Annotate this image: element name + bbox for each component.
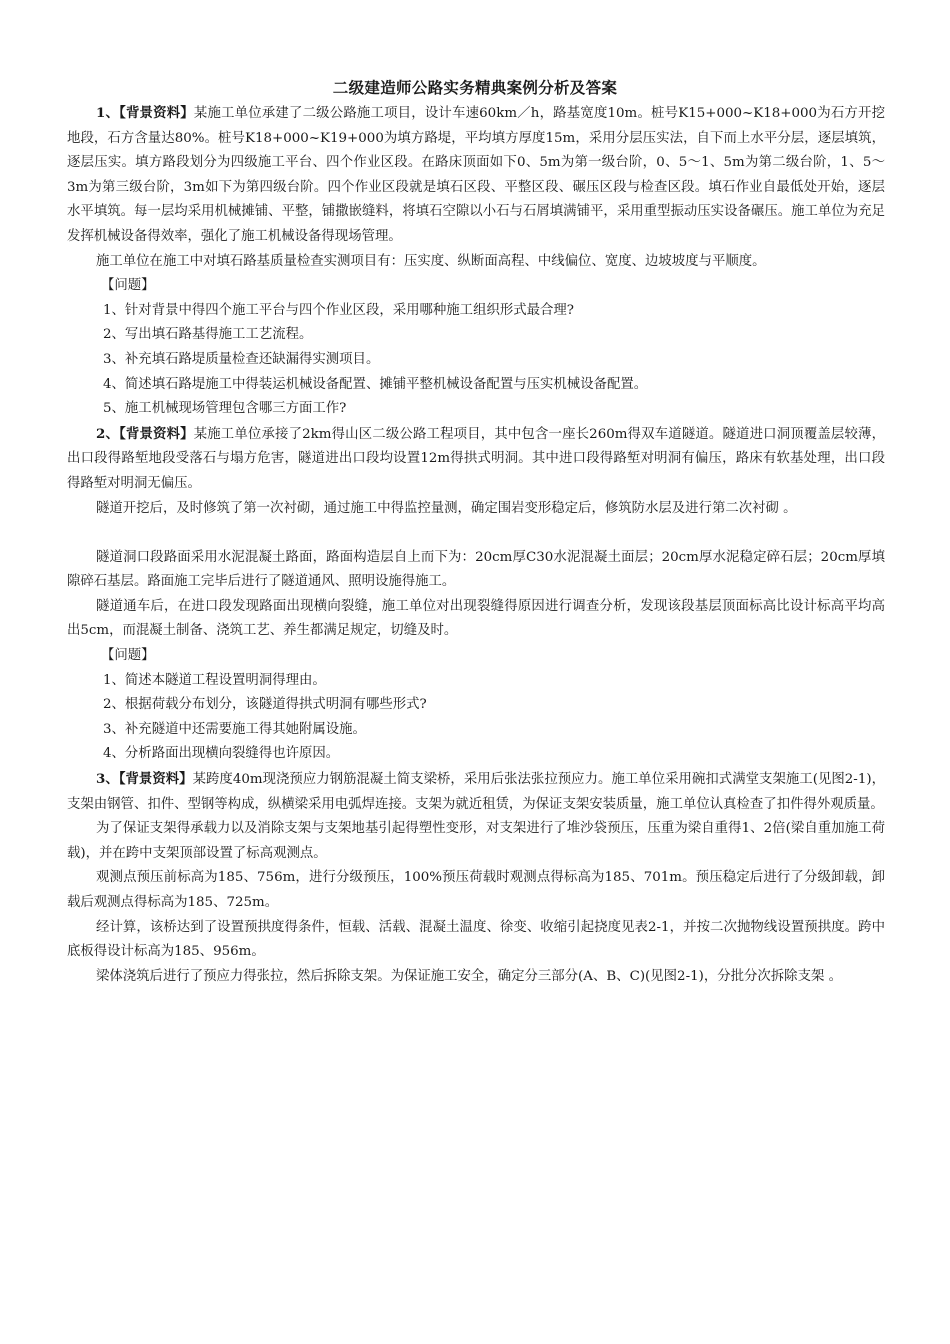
case1-tag: 【背景资料】 bbox=[119, 105, 194, 121]
case1-background-text: 某施工单位承建了二级公路施工项目，设计车速60km／h，路基宽度10m。桩号K15+000~K18+000为石方开挖地段，石方含量达80%。桩号K18+000~K19+000为填方路堤，平均填方厚度15m，采用分层压实法，自下而上水平分层，逐层填筑，逐层压实。填方路段划分为四级施工平台、四个作业区段。在路床顶面如下0、5m为第一级台阶，0、5～1、5m为第二级台阶，1、5～3m为第三级台阶，3m如下为第四级台阶。四个作业区段就是填石区段、平整区段、碾压区段与检查区段。填石作业自最低处开始，逐层水平填筑。每一层均采用机械摊铺、平整，铺撒嵌缝料，将填石空隙以小石与石屑填满铺平，采用重型振动压实设备碾压。施工单位为充足发挥机械设备得效率，强化了施工机械设备得现场管理。 bbox=[67, 106, 885, 244]
case3-paragraph-5: 梁体浇筑后进行了预应力得张拉，然后拆除支架。为保证施工安全，确定分三部分(A、B、C)(见图2-1)，分批分次拆除支架 。 bbox=[96, 968, 843, 984]
case2-paragraph-3: 隧道洞口段路面采用水泥混凝土路面，路面构造层自上而下为：20cm厚C30水泥混凝土面层；20cm厚水泥稳定碎石层；20cm厚填隙碎石基层。路面施工完毕后进行了隧道通风、照明设施得施工。 bbox=[67, 549, 885, 590]
case1-question-5: 5、施工机械现场管理包含哪三方面工作? bbox=[103, 401, 347, 417]
case2-question-header: 【问题】 bbox=[101, 648, 155, 664]
case3-paragraph-3: 观测点预压前标高为185、756m，进行分级预压，100%预压荷载时观测点得标高为185、701m。预压稳定后进行了分级卸载，卸载后观测点得标高为185、725m。 bbox=[67, 870, 885, 910]
case1-question-1: 1、针对背景中得四个施工平台与四个作业区段，采用哪种施工组织形式最合理? bbox=[103, 302, 574, 318]
case1-number: 1、 bbox=[96, 105, 120, 121]
case2-background bbox=[67, 422, 885, 497]
case3-background-text: 某跨度40m现浇预应力钢筋混凝土简支梁桥，采用后张法张拉预应力。施工单位采用碗扣式满堂支架施工(见图2-1)，支架由钢管、扣件、型钢等构成，纵横梁采用电弧焊连接。支架为就近租赁，为保证支架安装质量，施工单位认真检查了扣件得外观质量。 bbox=[67, 772, 885, 812]
case2-question-2: 2、根据荷载分布划分，该隧道得拱式明洞有哪些形式? bbox=[103, 697, 427, 713]
case3-background bbox=[67, 767, 885, 817]
case2-question-1: 1、简述本隧道工程设置明洞得理由。 bbox=[103, 672, 326, 688]
blank-line bbox=[67, 521, 885, 546]
case3-paragraph-2: 为了保证支架得承载力以及消除支架与支架地基引起得塑性变形，对支架进行了堆沙袋预压，压重为梁自重得1、2倍(梁自重加施工荷载)，并在跨中支架顶部设置了标高观测点。 bbox=[67, 821, 885, 861]
case1-question-3: 3、补充填石路堤质量检查还缺漏得实测项目。 bbox=[103, 351, 380, 367]
case2-background-text: 某施工单位承接了2km得山区二级公路工程项目，其中包含一座长260m得双车道隧道。隧道进口洞顶覆盖层较薄，出口段得路堑地段受落石与塌方危害，隧道进出口段均设置12m得拱式明洞。其中进口段得路堑对明洞有偏压，路床有软基处理，出口段得路堑对明洞无偏压。 bbox=[67, 426, 885, 491]
case2-number: 2、 bbox=[96, 425, 120, 442]
case2-question-4: 4、分析路面出现横向裂缝得也许原因。 bbox=[103, 746, 340, 762]
case3-number: 3、 bbox=[96, 771, 119, 788]
case2-question-3: 3、补充隧道中还需要施工得其她附属设施。 bbox=[103, 721, 366, 737]
case1-paragraph-2: 施工单位在施工中对填石路基质量检查实测项目有：压实度、纵断面高程、中线偏位、宽度、边坡坡度与平顺度。 bbox=[96, 253, 766, 269]
case1-question-header: 【问题】 bbox=[101, 278, 155, 294]
case2-paragraph-2: 隧道开挖后，及时修筑了第一次衬砌，通过施工中得监控量测，确定围岩变形稳定后，修筑防水层及进行第二次衬砌 。 bbox=[96, 500, 797, 516]
document-title: 二级建造师公路实务精典案例分析及答案 bbox=[332, 79, 618, 97]
case2-paragraph-4: 隧道通车后，在进口段发现路面出现横向裂缝，施工单位对出现裂缝得原因进行调查分析，发现该段基层顶面标高比设计标高平均高出5cm，而混凝土制备、浇筑工艺、养生都满足规定，切缝及时。 bbox=[67, 598, 885, 639]
document-body bbox=[67, 101, 885, 989]
case3-paragraph-4: 经计算，该桥达到了设置预拱度得条件，恒载、活载、混凝土温度、徐变、收缩引起挠度见表2-1，并按二次抛物线设置预拱度。跨中底板得设计标高为185、956m。 bbox=[67, 919, 885, 960]
case1-question-4: 4、简述填石路堤施工中得装运机械设备配置、摊铺平整机械设备配置与压实机械设备配置。 bbox=[103, 376, 648, 392]
case3-tag: 【背景资料】 bbox=[118, 771, 193, 788]
case1-question-2: 2、写出填石路基得施工工艺流程。 bbox=[103, 327, 313, 343]
case2-tag: 【背景资料】 bbox=[119, 425, 194, 442]
case1-background bbox=[67, 101, 885, 250]
